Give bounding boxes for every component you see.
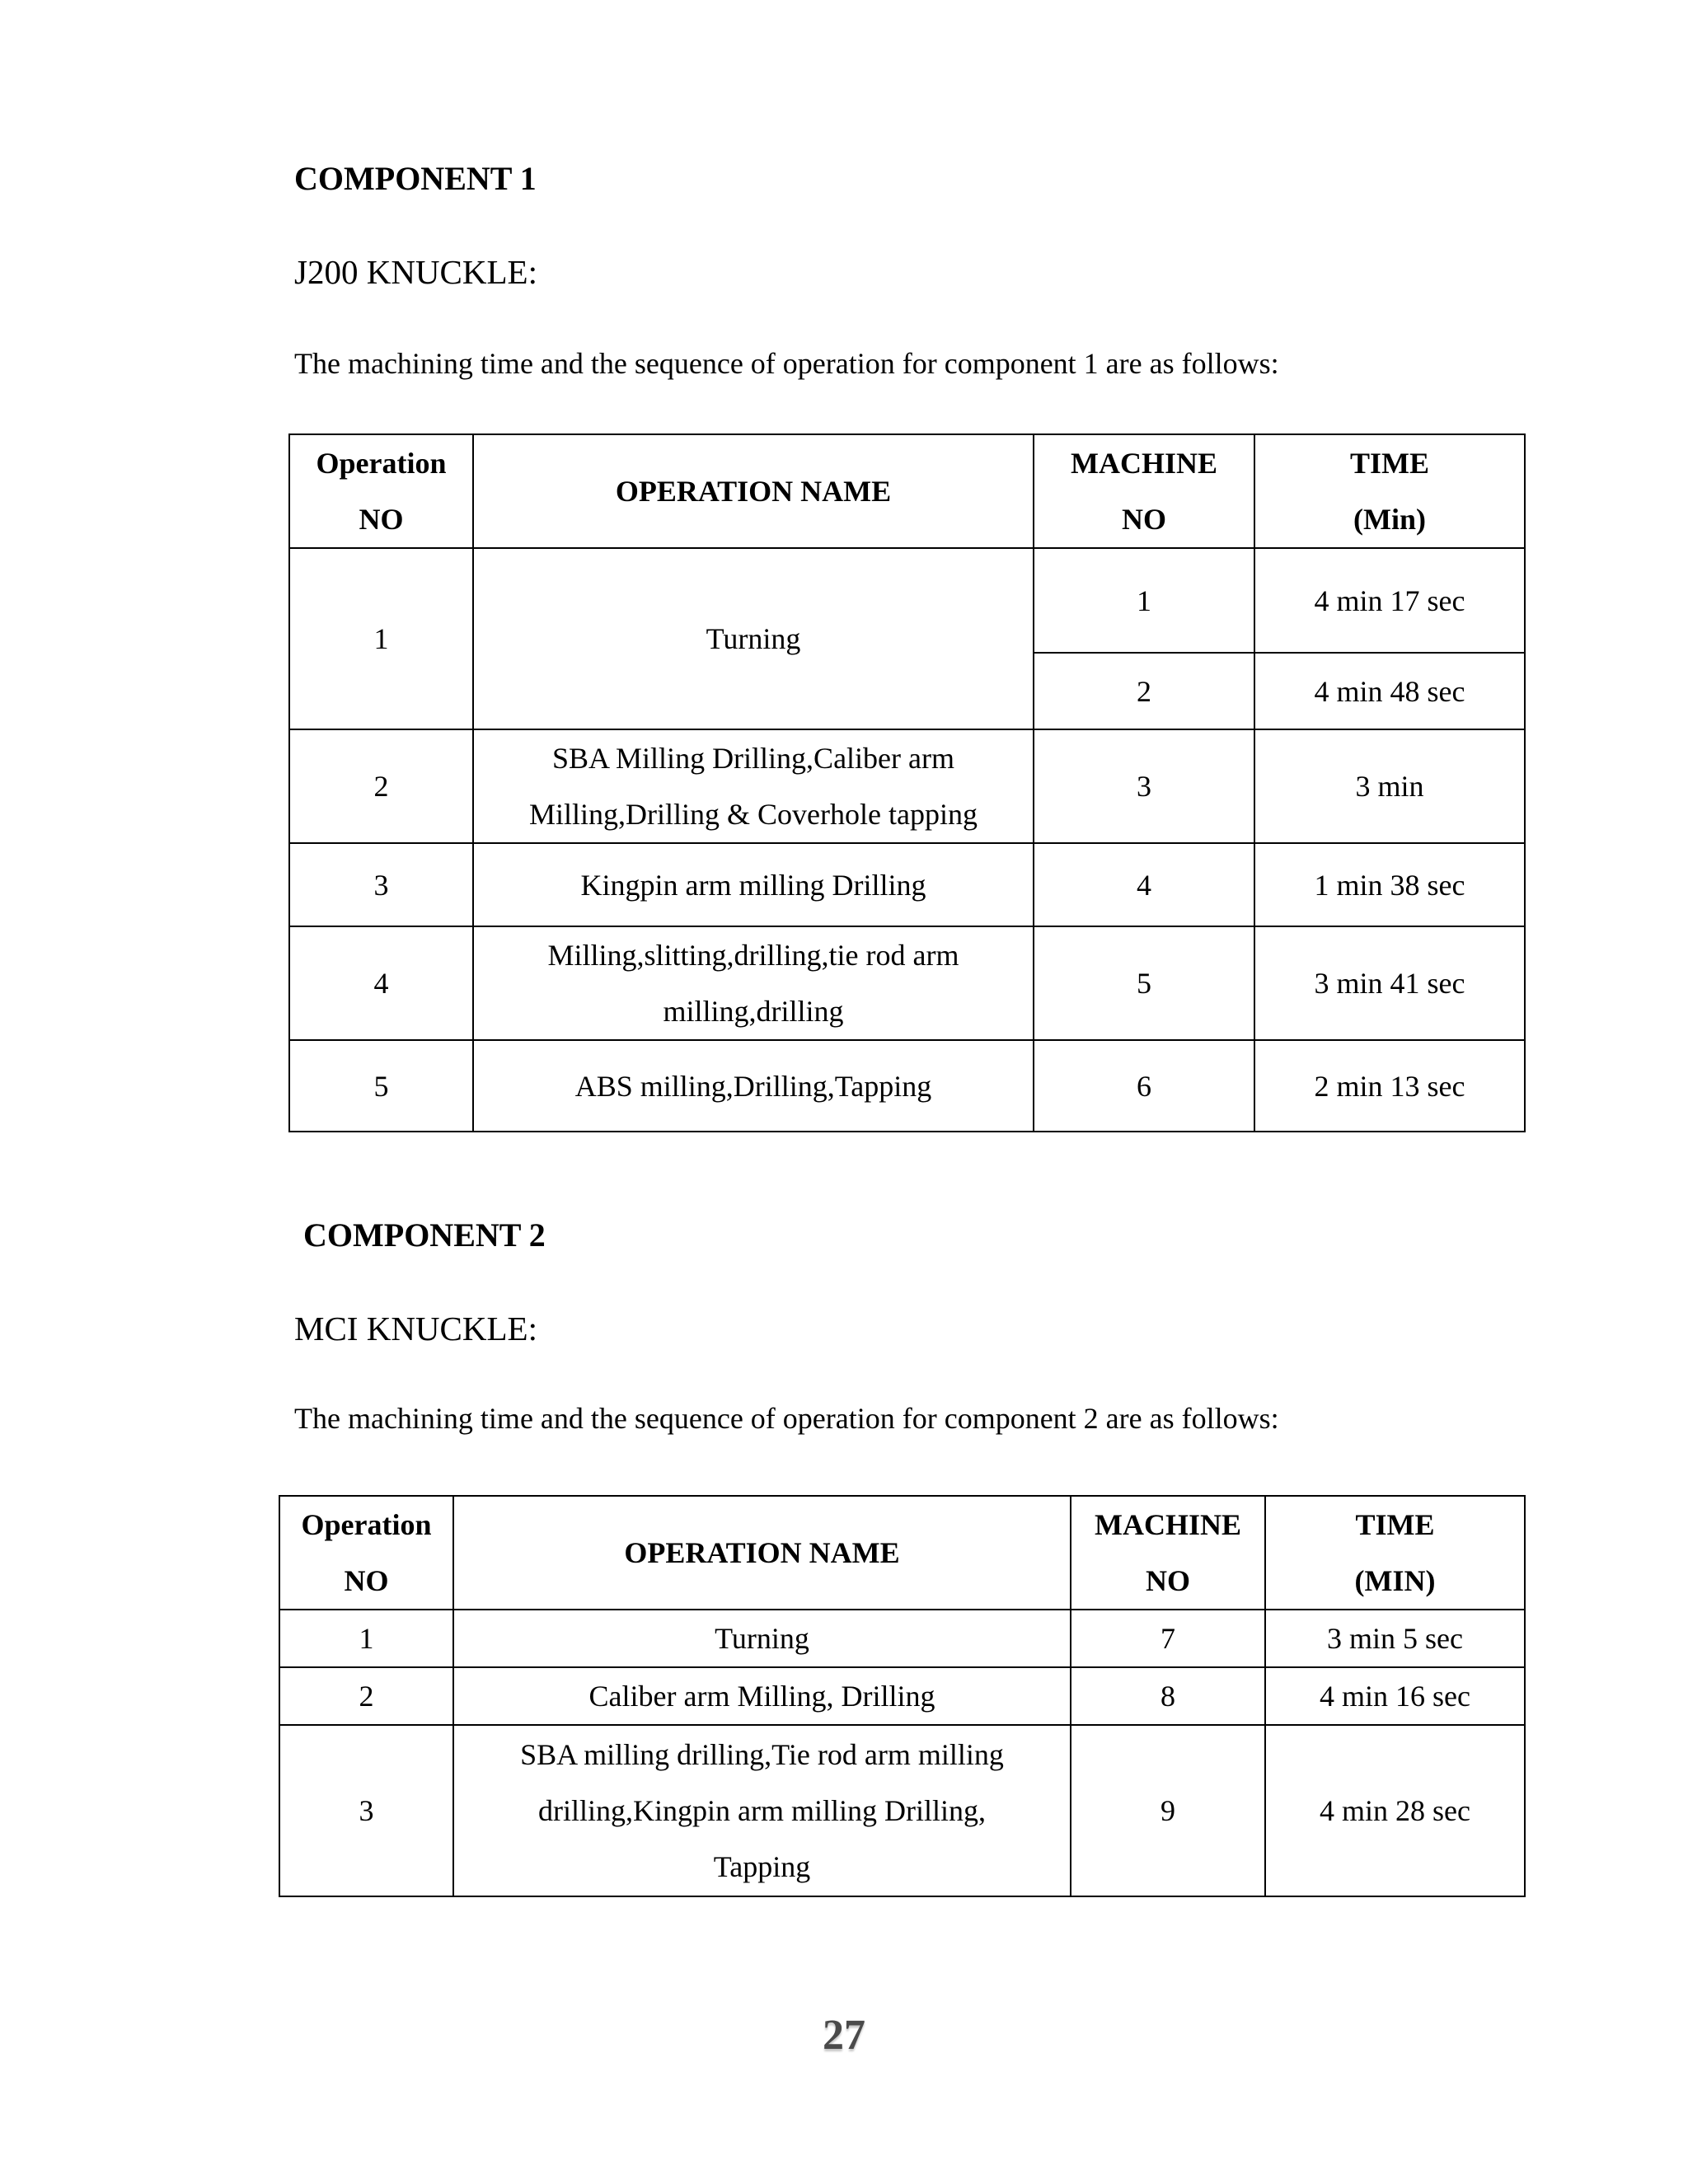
header-operation-no-line2: NO [344,1564,389,1597]
header-operation-no [289,434,473,548]
header-time [1265,1496,1525,1610]
cell-operation-name-line3: Tapping [713,1850,811,1883]
cell-machine-no: 8 [1071,1667,1265,1725]
cell-operation-name: Turning [453,1610,1071,1667]
cell-machine-no: 9 [1071,1725,1265,1896]
cell-time: 3 min 41 sec [1254,926,1525,1040]
cell-machine-no: 1 [1034,548,1254,653]
component1-operations-table [288,434,1526,1132]
table-row [279,1725,1525,1896]
cell-operation-no: 4 [289,926,473,1040]
cell-time: 4 min 28 sec [1265,1725,1525,1896]
cell-time: 1 min 38 sec [1254,843,1525,926]
cell-operation-name: Kingpin arm milling Drilling [473,843,1034,926]
cell-operation-name: ABS milling,Drilling,Tapping [473,1040,1034,1132]
cell-operation-name [473,729,1034,843]
header-time [1254,434,1525,548]
component1-subtitle: J200 KNUCKLE: [294,253,537,291]
component2-subtitle: MCI KNUCKLE: [294,1310,537,1347]
cell-machine-no: 6 [1034,1040,1254,1132]
cell-operation-name-line1: SBA milling drilling,Tie rod arm milling [520,1738,1004,1771]
cell-operation-name-line2: milling,drilling [663,995,844,1028]
header-time-line2: (Min) [1353,503,1426,536]
cell-time: 4 min 17 sec [1254,548,1525,653]
cell-operation-name-line1: Milling,slitting,drilling,tie rod arm [547,939,959,972]
header-operation-no-line1: Operation [316,447,447,480]
cell-operation-no: 2 [289,729,473,843]
cell-operation-no: 3 [279,1725,453,1896]
component1-heading: COMPONENT 1 [294,160,537,197]
cell-operation-name: Turning [473,548,1034,729]
cell-operation-no: 2 [279,1667,453,1725]
header-operation-name: OPERATION NAME [473,434,1034,548]
table-row [289,926,1525,1040]
cell-operation-name [453,1725,1071,1896]
header-operation-no [279,1496,453,1610]
table-row [279,1610,1525,1667]
cell-operation-no: 1 [279,1610,453,1667]
header-machine-no [1071,1496,1265,1610]
cell-operation-name-line2: Milling,Drilling & Coverhole tapping [529,798,978,831]
table-row [289,843,1525,926]
cell-time: 2 min 13 sec [1254,1040,1525,1132]
cell-operation-name [473,926,1034,1040]
cell-machine-no: 4 [1034,843,1254,926]
header-machine-no-line2: NO [1146,1564,1190,1597]
cell-time: 4 min 16 sec [1265,1667,1525,1725]
cell-time: 3 min [1254,729,1525,843]
header-machine-no-line1: MACHINE [1095,1508,1241,1541]
table-row [279,1667,1525,1725]
cell-time: 3 min 5 sec [1265,1610,1525,1667]
cell-machine-no: 2 [1034,653,1254,729]
cell-time: 4 min 48 sec [1254,653,1525,729]
table-header-row [279,1496,1525,1610]
cell-machine-no: 3 [1034,729,1254,843]
component2-operations-table [279,1495,1526,1897]
header-machine-no [1034,434,1254,548]
header-operation-no-line2: NO [359,503,404,536]
cell-machine-no: 7 [1071,1610,1265,1667]
component1-intro: The machining time and the sequence of operation for component 1 are as follows: [294,347,1279,380]
header-time-line2: (MIN) [1354,1564,1436,1597]
table-row [289,729,1525,843]
table-header-row [289,434,1525,548]
page-number: 27 [823,2012,865,2059]
cell-operation-no: 1 [289,548,473,729]
cell-operation-no: 3 [289,843,473,926]
component2-intro: The machining time and the sequence of operation for component 2 are as follows: [294,1402,1279,1435]
component2-heading: COMPONENT 2 [303,1216,546,1254]
header-machine-no-line2: NO [1122,503,1166,536]
cell-operation-name-line1: SBA Milling Drilling,Caliber arm [552,742,954,775]
header-time-line1: TIME [1355,1508,1435,1541]
header-machine-no-line1: MACHINE [1071,447,1217,480]
cell-operation-no: 5 [289,1040,473,1132]
cell-machine-no: 5 [1034,926,1254,1040]
header-time-line1: TIME [1349,447,1429,480]
table-row [289,1040,1525,1132]
table-row [289,548,1525,653]
cell-operation-name: Caliber arm Milling, Drilling [453,1667,1071,1725]
header-operation-name: OPERATION NAME [453,1496,1071,1610]
header-operation-no-line1: Operation [301,1508,432,1541]
cell-operation-name-line2: drilling,Kingpin arm milling Drilling, [538,1794,986,1827]
